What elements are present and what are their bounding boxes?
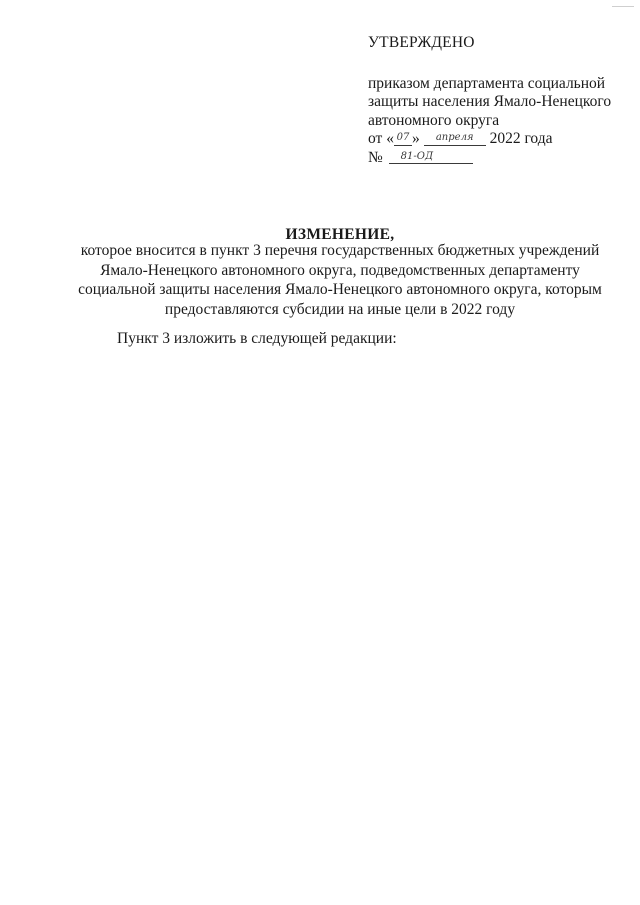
number-handwritten: 81-ОД [400, 150, 434, 162]
description-line-2: Ямало-Ненецкого автономного округа, подведомственных департаменту [100, 261, 580, 279]
body-paragraph: Пункт 3 изложить в следующей редакции: [117, 330, 397, 347]
approval-block [368, 34, 628, 167]
date-month-handwritten: апреля [435, 132, 474, 143]
date-day-field [394, 130, 412, 146]
description-line-4: предоставляются субсидии на иные цели в 2022 году [164, 300, 516, 318]
approval-line-1: приказом департамента социальной [368, 74, 606, 92]
approval-line-3: автономного округа [368, 111, 500, 129]
approval-number-line [368, 149, 628, 168]
date-quote-close: » [411, 130, 420, 147]
date-day-handwritten: 07 [396, 132, 410, 143]
date-prefix: от « [368, 130, 394, 147]
number-field [389, 149, 473, 164]
description-line-1: которое вносится в пункт 3 перечня государственных бюджетных учреждений [80, 242, 600, 259]
document-description [70, 241, 610, 319]
number-prefix: № [368, 148, 383, 166]
date-year: 2022 года [489, 130, 553, 147]
date-month-field [424, 130, 486, 146]
description-line-3: социальной защиты населения Ямало-Ненецкого автономного округа, которым [78, 281, 602, 298]
scan-corner-mark [612, 0, 634, 7]
approval-date-line [368, 130, 628, 149]
approval-line-2: защиты населения Ямало-Ненецкого [368, 93, 612, 110]
document-heading: ИЗМЕНЕНИЕ, [285, 226, 395, 243]
approval-title: УТВЕРЖДЕНО [368, 34, 475, 51]
